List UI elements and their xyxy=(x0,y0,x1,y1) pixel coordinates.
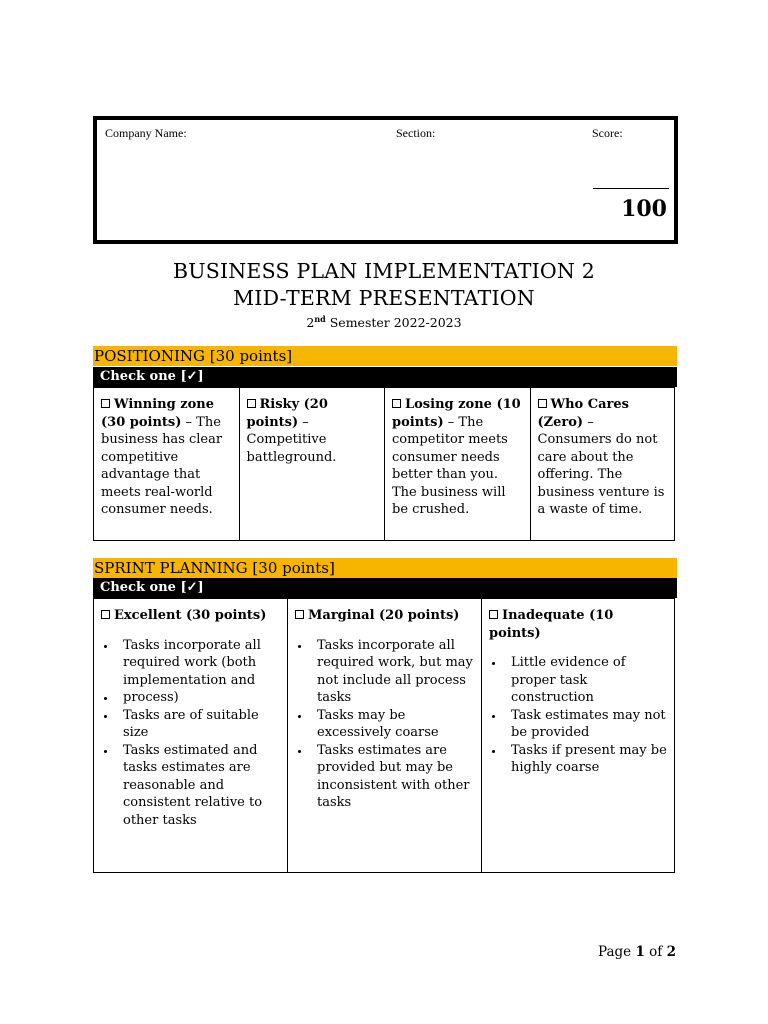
checkbox-icon[interactable] xyxy=(247,399,256,408)
list-item: • Tasks incorporate all required work (both implementation and xyxy=(117,637,281,690)
positioning-option[interactable] xyxy=(94,388,240,540)
option-label: Risky (20 points) xyxy=(246,397,328,430)
option-label: Who Cares (Zero) xyxy=(537,397,629,430)
list-item: • Tasks may be excessively coarse xyxy=(311,707,475,742)
section-label: Section: xyxy=(396,126,436,140)
option-description: – The competitor meets consumer needs better than you. The business will be crushed. xyxy=(392,414,508,517)
positioning-check-bar: Check one [✓] xyxy=(93,367,677,387)
checkbox-icon[interactable] xyxy=(538,399,547,408)
option-description: – Consumers do not care about the offering. The business venture is a waste of time. xyxy=(537,414,665,517)
checkbox-icon[interactable] xyxy=(295,610,304,619)
option-label: Losing zone (10 points) xyxy=(392,397,521,430)
list-item: • Task estimates may not be provided xyxy=(505,707,668,742)
list-item: • Tasks estimated and tasks estimates are reasonable and consistent relative to other tasks xyxy=(117,742,281,830)
option-label: Marginal (20 points) xyxy=(308,608,460,623)
list-item: • Tasks are of suitable size xyxy=(117,707,281,742)
positioning-options xyxy=(93,387,675,541)
option-label: Inadequate (10 points) xyxy=(489,608,614,641)
positioning-heading: POSITIONING [30 points] xyxy=(93,346,677,366)
positioning-option[interactable] xyxy=(531,388,675,540)
criteria-list xyxy=(101,637,281,830)
option-label: Excellent (30 points) xyxy=(114,608,267,623)
sprint-check-bar: Check one [✓] xyxy=(93,578,677,598)
list-item: • Tasks estimates are provided but may be inconsistent with other tasks xyxy=(311,742,475,812)
page-subtitle: MID-TERM PRESENTATION xyxy=(233,286,535,310)
sprint-heading: SPRINT PLANNING [30 points] xyxy=(93,558,677,578)
checkbox-icon[interactable] xyxy=(101,610,110,619)
score-label: Score: xyxy=(592,126,623,140)
list-item: • process) xyxy=(117,689,281,707)
company-name-label: Company Name: xyxy=(105,126,187,140)
positioning-option[interactable] xyxy=(385,388,531,540)
checkbox-icon[interactable] xyxy=(392,399,401,408)
checkbox-icon[interactable] xyxy=(101,399,110,408)
semester-line: 2nd Semester 2022-2023 xyxy=(306,314,462,331)
score-line xyxy=(593,188,669,189)
info-box xyxy=(93,116,678,244)
list-item: • Little evidence of proper task construction xyxy=(505,654,668,707)
list-item: • Tasks incorporate all required work, but may not include all process tasks xyxy=(311,637,475,707)
criteria-list xyxy=(295,637,475,812)
page-title: BUSINESS PLAN IMPLEMENTATION 2 xyxy=(173,259,595,283)
sprint-option[interactable] xyxy=(288,599,482,872)
list-item: • Tasks if present may be highly coarse xyxy=(505,742,668,777)
option-description: – Competitive battleground. xyxy=(246,414,337,465)
criteria-list xyxy=(489,654,668,777)
sprint-option[interactable] xyxy=(482,599,674,872)
option-label: Winning zone (30 points) xyxy=(101,397,214,430)
positioning-option[interactable] xyxy=(240,388,386,540)
sprint-option[interactable] xyxy=(94,599,288,872)
score-max: 100 xyxy=(621,196,667,222)
page-number: Page 1 of 2 xyxy=(598,944,676,960)
option-description: – The business has clear competitive advantage that meets real-world consumer needs. xyxy=(101,414,223,517)
sprint-options xyxy=(93,598,675,873)
checkbox-icon[interactable] xyxy=(489,610,498,619)
